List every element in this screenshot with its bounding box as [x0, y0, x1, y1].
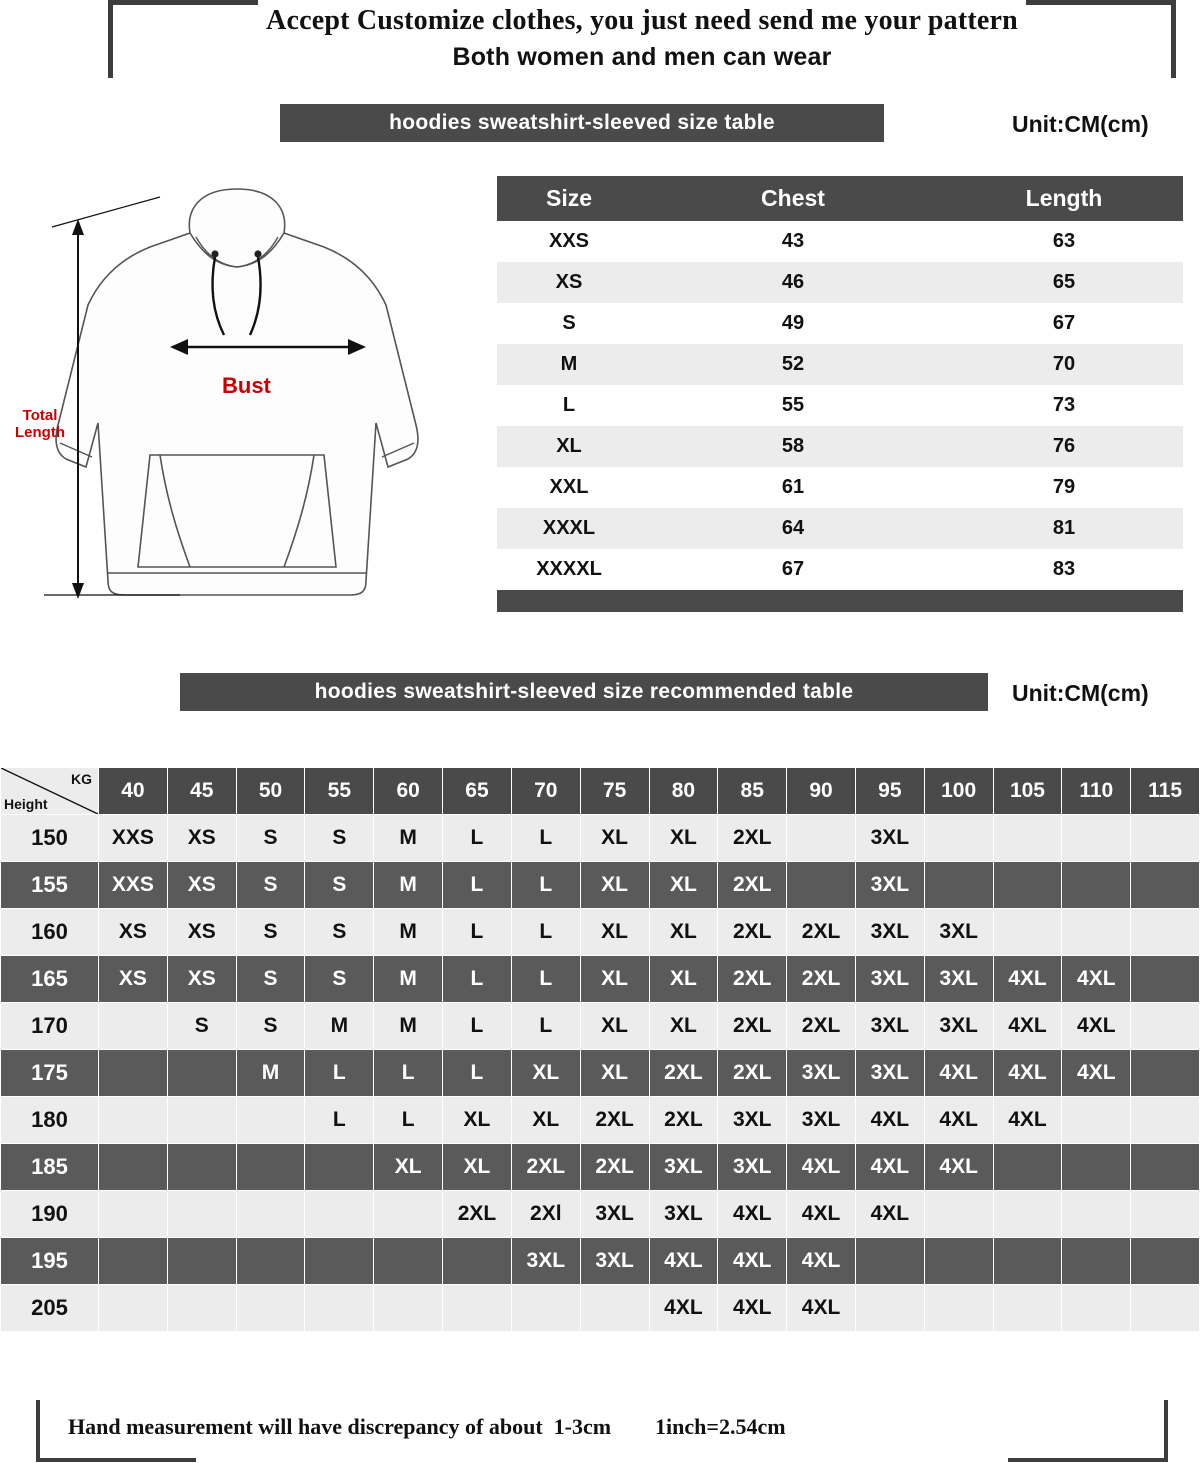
chest-cell: 64 [641, 508, 945, 549]
rec-table-cell: L [305, 1050, 374, 1097]
rec-table-weight-header: 85 [718, 768, 787, 815]
rec-table-cell [99, 1003, 168, 1050]
rec-table-cell: 4XL [993, 1003, 1062, 1050]
rec-table-cell: L [511, 909, 580, 956]
rec-table-cell: 4XL [1062, 956, 1131, 1003]
rec-table-cell [1131, 862, 1200, 909]
rec-table-cell: XL [580, 862, 649, 909]
rec-table-cell [167, 1144, 236, 1191]
rec-table-cell [167, 1191, 236, 1238]
rec-table-cell [1062, 815, 1131, 862]
rec-table-cell [236, 1097, 305, 1144]
rec-table-cell [1131, 1003, 1200, 1050]
rec-table-cell [236, 1191, 305, 1238]
rec-table-cell: 4XL [855, 1097, 924, 1144]
rec-table-cell: 2XL [787, 956, 856, 1003]
rec-table-height-header: 190 [1, 1191, 99, 1238]
rec-table-cell [787, 815, 856, 862]
rec-table-cell [580, 1285, 649, 1332]
rec-table-cell: 3XL [787, 1097, 856, 1144]
header-line-2: Both women and men can wear [452, 43, 832, 72]
rec-table-cell [1062, 1238, 1131, 1285]
rec-table-header-row [1, 768, 1200, 815]
rec-table-cell: S [236, 862, 305, 909]
rec-table-row [1, 1285, 1200, 1332]
rec-table-cell: 2XL [580, 1144, 649, 1191]
rec-table-weight-header: 70 [511, 768, 580, 815]
rec-table-cell: 2XL [718, 909, 787, 956]
size-table-row [497, 426, 1183, 467]
rec-table-cell [305, 1285, 374, 1332]
rec-table-cell: 3XL [855, 1003, 924, 1050]
length-cell: 79 [945, 467, 1183, 508]
rec-table-cell: L [443, 1003, 512, 1050]
rec-table-cell: XL [580, 1003, 649, 1050]
size-table-row [497, 303, 1183, 344]
rec-table-height-header: 160 [1, 909, 99, 956]
rec-table-cell: XL [443, 1144, 512, 1191]
rec-table-row [1, 1097, 1200, 1144]
rec-table-cell: 3XL [924, 956, 993, 1003]
rec-table-cell [167, 1050, 236, 1097]
rec-table-weight-header: 55 [305, 768, 374, 815]
rec-table-cell: XL [511, 1050, 580, 1097]
rec-table-cell: XL [374, 1144, 443, 1191]
rec-table-height-header: 175 [1, 1050, 99, 1097]
rec-table-cell: XS [167, 862, 236, 909]
rec-table-cell: M [305, 1003, 374, 1050]
total-length-label: Total Length [15, 407, 65, 442]
rec-table-cell [1131, 815, 1200, 862]
size-cell: XS [497, 262, 641, 303]
rec-table-cell: 4XL [649, 1238, 718, 1285]
rec-table-cell [99, 1191, 168, 1238]
rec-table-weight-header: 65 [443, 768, 512, 815]
rec-table-cell: L [511, 956, 580, 1003]
rec-table-cell: 4XL [649, 1285, 718, 1332]
rec-table-cell: 2XL [718, 1050, 787, 1097]
rec-table-cell [1131, 1050, 1200, 1097]
rec-table-row [1, 909, 1200, 956]
size-table-unit: Unit:CM(cm) [1012, 111, 1149, 137]
rec-table-weight-header: 45 [167, 768, 236, 815]
rec-table-height-header: 150 [1, 815, 99, 862]
rec-table-weight-header: 80 [649, 768, 718, 815]
size-table-row [497, 508, 1183, 549]
rec-table-cell: 2XL [787, 909, 856, 956]
rec-table-cell: 4XL [924, 1050, 993, 1097]
rec-table-cell: 3XL [649, 1191, 718, 1238]
size-cell: L [497, 385, 641, 426]
hoodie-diagram [0, 175, 470, 635]
rec-table-cell [305, 1144, 374, 1191]
rec-table-cell: XL [580, 909, 649, 956]
rec-table-cell: 4XL [787, 1191, 856, 1238]
rec-table-height-header: 165 [1, 956, 99, 1003]
chest-cell: 43 [641, 221, 945, 262]
rec-table-cell: XS [167, 909, 236, 956]
rec-table-weight-header: 75 [580, 768, 649, 815]
rec-table-cell: S [236, 956, 305, 1003]
rec-table-cell: 4XL [787, 1144, 856, 1191]
rec-table-cell: S [305, 862, 374, 909]
rec-table-cell: 3XL [580, 1238, 649, 1285]
rec-table-cell: L [305, 1097, 374, 1144]
size-table-header-chest: Chest [641, 176, 945, 221]
rec-table-weight-header: 50 [236, 768, 305, 815]
rec-table-cell [993, 815, 1062, 862]
rec-table-cell [99, 1144, 168, 1191]
rec-table-cell: 3XL [855, 1050, 924, 1097]
rec-table-cell [167, 1238, 236, 1285]
size-table-title: hoodies sweatshirt-sleeved size table [280, 104, 884, 142]
rec-table-cell: XXS [99, 815, 168, 862]
rec-table-cell: XL [580, 815, 649, 862]
size-table-row [497, 344, 1183, 385]
size-table-row [497, 385, 1183, 426]
size-table-header-size: Size [497, 176, 641, 221]
rec-table-cell [855, 1238, 924, 1285]
size-table-header-row [497, 176, 1183, 221]
rec-table-weight-header: 105 [993, 768, 1062, 815]
rec-table-cell: XL [511, 1097, 580, 1144]
rec-table-cell [1062, 862, 1131, 909]
footer-note: Hand measurement will have discrepancy of about 1-3cm 1inch=2.54cm [68, 1414, 786, 1439]
rec-table-cell: L [511, 1003, 580, 1050]
rec-table-cell: 2XL [718, 1003, 787, 1050]
rec-table-cell [1131, 1191, 1200, 1238]
size-table-row [497, 549, 1183, 590]
rec-table-weight-header: 40 [99, 768, 168, 815]
rec-table-cell: L [443, 909, 512, 956]
rec-table-cell: 4XL [855, 1191, 924, 1238]
rec-table-row [1, 1050, 1200, 1097]
rec-table-weight-header: 60 [374, 768, 443, 815]
rec-table-cell [993, 1285, 1062, 1332]
rec-table-height-header: 205 [1, 1285, 99, 1332]
rec-table-weight-header: 95 [855, 768, 924, 815]
rec-table-cell [924, 1285, 993, 1332]
rec-table-cell: 2XL [511, 1144, 580, 1191]
rec-table-cell: L [443, 815, 512, 862]
rec-table-cell: 4XL [924, 1144, 993, 1191]
size-table [497, 176, 1183, 612]
rec-table-cell: 4XL [993, 1050, 1062, 1097]
rec-table-row [1, 1238, 1200, 1285]
recommended-size-table [0, 767, 1200, 1332]
rec-table-cell: 2XL [649, 1097, 718, 1144]
rec-table-cell: 4XL [993, 1097, 1062, 1144]
rec-table-cell [993, 1238, 1062, 1285]
rec-table-cell: S [305, 956, 374, 1003]
rec-table-cell: 2XL [718, 862, 787, 909]
rec-table-cell: 3XL [855, 862, 924, 909]
rec-table-cell: S [167, 1003, 236, 1050]
rec-table-cell [1062, 909, 1131, 956]
chest-cell: 55 [641, 385, 945, 426]
rec-table-cell: L [511, 862, 580, 909]
rec-table-cell: M [374, 956, 443, 1003]
rec-table-cell: 2XL [649, 1050, 718, 1097]
rec-table-cell [1062, 1144, 1131, 1191]
rec-table-kg-label: KG [71, 771, 92, 787]
rec-table-cell: 3XL [924, 909, 993, 956]
rec-table-cell [787, 862, 856, 909]
length-cell: 73 [945, 385, 1183, 426]
rec-table-cell: 4XL [1062, 1003, 1131, 1050]
hoodie-illustration-svg [0, 175, 470, 635]
rec-table-cell: 3XL [649, 1144, 718, 1191]
rec-table-cell [1062, 1191, 1131, 1238]
rec-table-cell: M [374, 815, 443, 862]
rec-table-cell [99, 1285, 168, 1332]
rec-table-cell: XL [580, 956, 649, 1003]
rec-table-height-header: 155 [1, 862, 99, 909]
rec-table-cell: 4XL [787, 1238, 856, 1285]
size-table-footer-bar [497, 590, 1183, 612]
rec-table-height-header: 170 [1, 1003, 99, 1050]
chest-cell: 67 [641, 549, 945, 590]
length-cell: 65 [945, 262, 1183, 303]
rec-table-cell: 3XL [787, 1050, 856, 1097]
rec-table-cell [511, 1285, 580, 1332]
rec-table-cell: 2XL [580, 1097, 649, 1144]
rec-table-cell [924, 1191, 993, 1238]
rec-table-cell: S [236, 909, 305, 956]
rec-table-cell [236, 1285, 305, 1332]
size-table-row [497, 221, 1183, 262]
rec-table-cell: M [374, 909, 443, 956]
rec-table-cell: XL [649, 1003, 718, 1050]
rec-table-weight-header: 110 [1062, 768, 1131, 815]
rec-table-cell: M [374, 1003, 443, 1050]
rec-table-height-header: 185 [1, 1144, 99, 1191]
rec-table-cell: 4XL [1062, 1050, 1131, 1097]
rec-table-cell [443, 1238, 512, 1285]
rec-table-cell: 3XL [511, 1238, 580, 1285]
rec-table-row [1, 956, 1200, 1003]
rec-table-cell: 3XL [718, 1097, 787, 1144]
size-table-header-length: Length [945, 176, 1183, 221]
rec-table-cell: 3XL [580, 1191, 649, 1238]
rec-table-cell: XXS [99, 862, 168, 909]
rec-table-cell [993, 909, 1062, 956]
rec-table-cell: L [374, 1097, 443, 1144]
rec-table-cell [374, 1238, 443, 1285]
rec-table-cell: 2XL [787, 1003, 856, 1050]
rec-table-weight-header: 90 [787, 768, 856, 815]
rec-table-corner-cell [1, 768, 99, 815]
size-cell: XXS [497, 221, 641, 262]
rec-table-cell: L [443, 956, 512, 1003]
rec-table-cell: 2XL [443, 1191, 512, 1238]
size-cell: XXXL [497, 508, 641, 549]
rec-table-cell [924, 862, 993, 909]
rec-table-cell: 4XL [993, 956, 1062, 1003]
rec-table-cell: S [305, 815, 374, 862]
rec-table-cell: XS [167, 815, 236, 862]
rec-table-cell: 2XL [718, 956, 787, 1003]
rec-table-cell [924, 815, 993, 862]
size-cell: M [497, 344, 641, 385]
rec-table-row [1, 862, 1200, 909]
rec-table-cell [1062, 1097, 1131, 1144]
rec-table-cell [236, 1144, 305, 1191]
rec-table-cell: 4XL [718, 1238, 787, 1285]
rec-table-cell: L [443, 862, 512, 909]
rec-table-cell: 3XL [718, 1144, 787, 1191]
size-table-footer-cell [497, 590, 1183, 612]
footer-banner [36, 1400, 1168, 1462]
length-cell: 83 [945, 549, 1183, 590]
rec-table-cell [855, 1285, 924, 1332]
length-cell: 63 [945, 221, 1183, 262]
rec-table-cell: 2Xl [511, 1191, 580, 1238]
chest-cell: 49 [641, 303, 945, 344]
rec-table-cell [374, 1191, 443, 1238]
rec-table-row [1, 1003, 1200, 1050]
rec-table-cell: XL [649, 862, 718, 909]
rec-table-row [1, 1191, 1200, 1238]
rec-table-cell: XL [580, 1050, 649, 1097]
rec-table-cell: L [374, 1050, 443, 1097]
rec-table-cell: S [236, 815, 305, 862]
chest-cell: 52 [641, 344, 945, 385]
rec-table-cell: 4XL [924, 1097, 993, 1144]
recommended-table-title: hoodies sweatshirt-sleeved size recommended table [180, 673, 988, 711]
rec-table-cell [305, 1191, 374, 1238]
rec-table-cell [167, 1285, 236, 1332]
rec-table-cell: 3XL [924, 1003, 993, 1050]
rec-table-row [1, 815, 1200, 862]
rec-table-cell [1131, 1238, 1200, 1285]
rec-table-cell: XS [167, 956, 236, 1003]
rec-table-cell [1062, 1285, 1131, 1332]
length-cell: 67 [945, 303, 1183, 344]
rec-table-cell: 3XL [855, 956, 924, 1003]
recommended-table-unit: Unit:CM(cm) [1012, 680, 1149, 706]
size-cell: XXL [497, 467, 641, 508]
length-cell: 70 [945, 344, 1183, 385]
rec-table-cell: XL [649, 815, 718, 862]
size-table-row [497, 262, 1183, 303]
rec-table-weight-header: 100 [924, 768, 993, 815]
size-table-row [497, 467, 1183, 508]
rec-table-weight-header: 115 [1131, 768, 1200, 815]
rec-table-cell [993, 862, 1062, 909]
header-banner [108, 0, 1176, 78]
rec-table-cell [993, 1144, 1062, 1191]
rec-table-cell: L [511, 815, 580, 862]
rec-table-cell [1131, 1144, 1200, 1191]
rec-table-height-header: 180 [1, 1097, 99, 1144]
rec-table-height-header: 195 [1, 1238, 99, 1285]
size-cell: XL [497, 426, 641, 467]
rec-table-cell: M [236, 1050, 305, 1097]
rec-table-cell: XL [649, 956, 718, 1003]
rec-table-cell: S [305, 909, 374, 956]
rec-table-cell: 4XL [718, 1191, 787, 1238]
rec-table-cell: S [236, 1003, 305, 1050]
header-line-1: Accept Customize clothes, you just need send me your pattern [266, 5, 1018, 36]
rec-table-cell [167, 1097, 236, 1144]
size-cell: S [497, 303, 641, 344]
rec-table-cell [374, 1285, 443, 1332]
rec-table-cell [993, 1191, 1062, 1238]
rec-table-cell: XS [99, 956, 168, 1003]
rec-table-cell: 2XL [718, 815, 787, 862]
rec-table-height-label: Height [4, 796, 48, 812]
rec-table-cell: XL [649, 909, 718, 956]
rec-table-cell [1131, 1285, 1200, 1332]
rec-table-cell [1131, 909, 1200, 956]
size-cell: XXXXL [497, 549, 641, 590]
rec-table-row [1, 1144, 1200, 1191]
rec-table-cell [1131, 1097, 1200, 1144]
rec-table-cell: M [374, 862, 443, 909]
rec-table-cell: 4XL [855, 1144, 924, 1191]
rec-table-cell [1131, 956, 1200, 1003]
bust-label: Bust [222, 373, 271, 398]
rec-table-cell: 3XL [855, 815, 924, 862]
length-cell: 76 [945, 426, 1183, 467]
rec-table-cell: XL [443, 1097, 512, 1144]
chest-cell: 58 [641, 426, 945, 467]
rec-table-cell [236, 1238, 305, 1285]
rec-table-cell: XS [99, 909, 168, 956]
rec-table-cell [443, 1285, 512, 1332]
rec-table-cell [99, 1097, 168, 1144]
rec-table-cell: 3XL [855, 909, 924, 956]
rec-table-cell: 4XL [787, 1285, 856, 1332]
rec-table-cell: 4XL [718, 1285, 787, 1332]
rec-table-cell [305, 1238, 374, 1285]
length-cell: 81 [945, 508, 1183, 549]
rec-table-cell [99, 1238, 168, 1285]
rec-table-cell: L [443, 1050, 512, 1097]
chest-cell: 46 [641, 262, 945, 303]
rec-table-cell [99, 1050, 168, 1097]
chest-cell: 61 [641, 467, 945, 508]
rec-table-cell [924, 1238, 993, 1285]
